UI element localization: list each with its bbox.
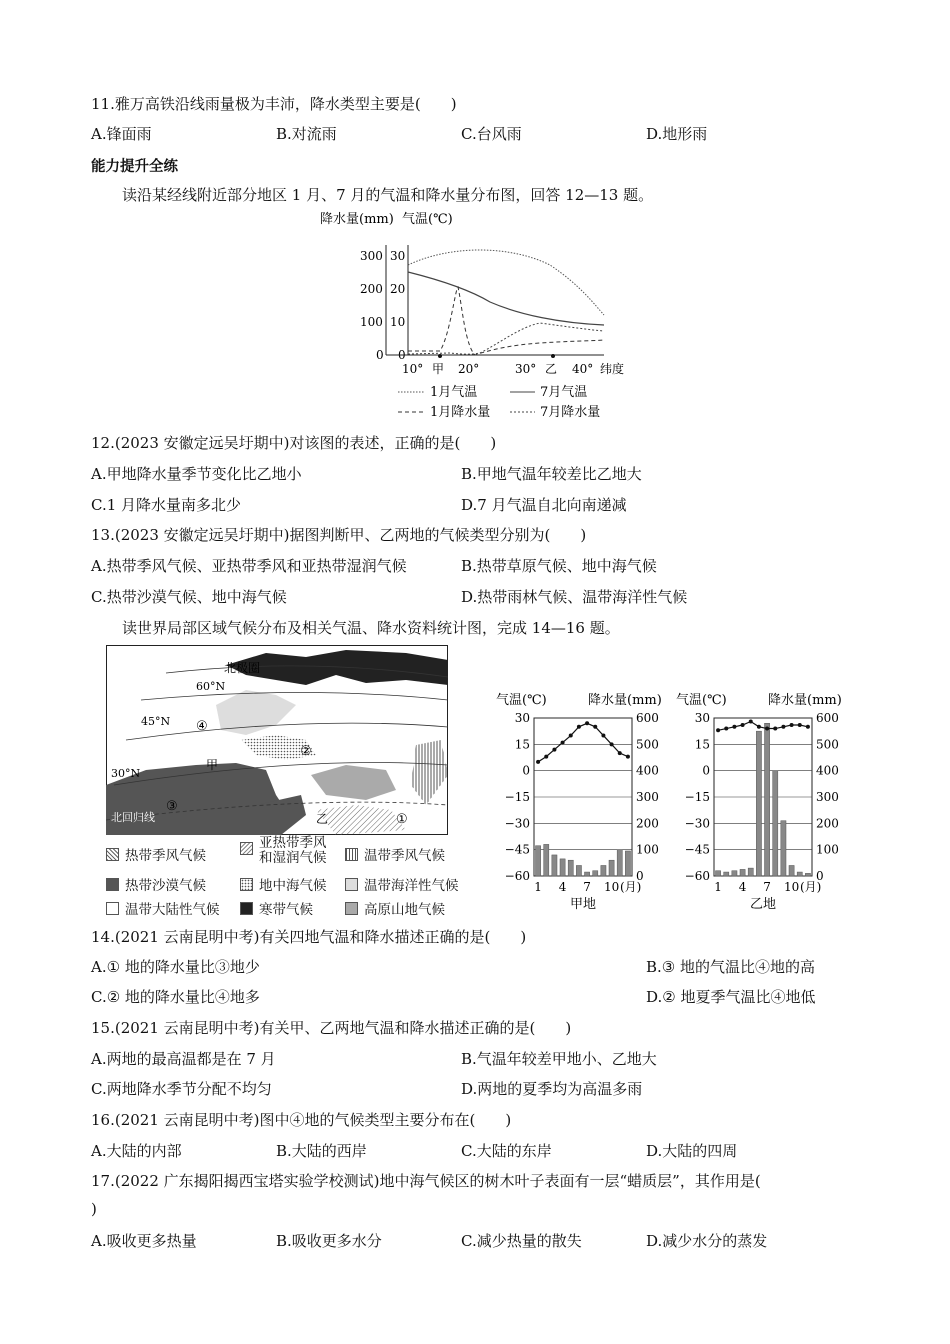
q17-option-b: B.吸收更多水分: [276, 1232, 382, 1250]
precip-bar: [797, 872, 802, 876]
q17-option-c: C.减少热量的散失: [461, 1232, 582, 1250]
ytick-left: −60: [504, 869, 530, 883]
legend-temperate-monsoon: 温带季风气候: [364, 848, 445, 864]
q11-option-c: C.台风雨: [461, 125, 522, 143]
precip-bar: [765, 723, 770, 876]
precip-bar: [748, 868, 753, 876]
precip-bar: [544, 844, 549, 876]
climate-map: [106, 645, 448, 835]
legend-tropical-desert: 热带沙漠气候: [125, 878, 206, 894]
chart1-ytick: 300: [360, 249, 383, 263]
q17-option-d: D.减少水分的蒸发: [646, 1232, 768, 1250]
map-legend-row1c: [345, 844, 445, 864]
ytick-right: 600: [816, 711, 839, 725]
map-label-tropic: 北回归线: [111, 811, 155, 824]
xtick: 10: [783, 880, 800, 894]
legend-mediterranean: 地中海气候: [259, 878, 327, 894]
xtick: 1: [714, 880, 722, 894]
precip-bar: [625, 851, 630, 876]
chart1-ytick: 10: [390, 315, 406, 329]
chart1-ytick: 100: [360, 315, 383, 329]
map-label-2: ②: [300, 744, 312, 759]
xtick: 4: [738, 880, 747, 894]
temperature-point: [569, 734, 573, 738]
chart1-legend: 1月降水量: [430, 405, 491, 420]
chart1-ytick: 30: [390, 249, 406, 263]
ytick-right: 600: [636, 711, 659, 725]
q17-stem: 17.(2022 广东揭阳揭西宝塔实验学校测试)地中海气候区的树木叶子表面有一层“蜡质层”，其作用是(: [91, 1172, 761, 1190]
temperature-point: [757, 725, 761, 729]
chart1-xaxis-label: 纬度: [600, 362, 625, 376]
ylabel-left: 气温(℃): [676, 693, 727, 708]
q11-stem: 11.雅万高铁沿线雨量极为丰沛，降水类型主要是( ): [91, 95, 457, 113]
temperature-point: [561, 741, 565, 745]
map-label-60n: 60°N: [196, 680, 226, 693]
chart1-xtick: 20°: [458, 362, 480, 376]
legend-temperate-continental: 温带大陆性气候: [125, 902, 220, 918]
climate-chart-yi: [672, 688, 852, 920]
precip-bar: [740, 869, 745, 876]
legend-tropical-monsoon: 热带季风气候: [125, 848, 206, 864]
chart1-xtick-jia: 甲: [432, 362, 445, 376]
map-legend-row3a: [106, 898, 220, 918]
q14-stem: 14.(2021 云南昆明中考)有关四地气温和降水描述正确的是( ): [91, 928, 527, 946]
precip-bar: [805, 873, 810, 876]
chart1-ytick: 0: [376, 348, 384, 362]
temperature-point: [577, 725, 581, 729]
ytick-left: 15: [694, 737, 710, 752]
map-label-45n: 45°N: [141, 715, 171, 728]
q14-option-c: C.② 地的降水量比④地多: [91, 988, 260, 1006]
temperature-point: [732, 725, 736, 729]
jul-temp-line: [408, 272, 604, 325]
chart1-legend: 7月降水量: [540, 405, 601, 420]
precip-bar: [732, 871, 737, 876]
xtick: 10: [603, 880, 620, 894]
q15-option-c: C.两地降水季节分配不均匀: [91, 1080, 272, 1098]
temperature-point: [593, 725, 597, 729]
ytick-left: −30: [684, 816, 710, 831]
ylabel-left: 气温(℃): [496, 693, 547, 708]
q13-stem: 13.(2023 安徽定远吴圩期中)据图判断甲、乙两地的气候类型分别为( ): [91, 526, 587, 544]
precip-bar: [568, 860, 573, 876]
precip-bar: [576, 865, 581, 876]
chart1-ytick: 0: [398, 348, 406, 362]
chart1-left-axis-label: 降水量(mm): [320, 212, 394, 227]
q15-stem: 15.(2021 云南昆明中考)有关甲、乙两地气温和降水描述正确的是( ): [91, 1019, 572, 1037]
legend-subtropical-1: 亚热带季风: [259, 835, 327, 851]
ytick-right: 500: [816, 737, 839, 752]
map-label-yi: 乙: [316, 812, 329, 826]
intro-14-16: 读世界局部区域气候分布及相关气温、降水资料统计图，完成 14—16 题。: [122, 619, 620, 637]
precip-bar: [756, 731, 761, 876]
climate-chart-jia: [492, 688, 672, 920]
chart1-xtick: 10°: [402, 362, 424, 376]
jul-precip-line: [408, 323, 604, 354]
chart-title: 甲地: [569, 897, 597, 912]
q12-option-a: A.甲地降水量季节变化比乙地小: [91, 465, 302, 483]
map-legend-row2b: [240, 874, 327, 894]
ytick-right: 100: [816, 842, 839, 857]
q13-option-d: D.热带雨林气候、温带海洋性气候: [461, 588, 688, 606]
temperature-point: [626, 755, 630, 759]
precip-bar: [536, 846, 541, 876]
q16-option-c: C.大陆的东岸: [461, 1142, 552, 1160]
precip-bar: [601, 865, 606, 876]
q13-option-c: C.热带沙漠气候、地中海气候: [91, 588, 287, 606]
ytick-right: 100: [636, 842, 659, 857]
xtick: 7: [583, 880, 591, 894]
q15-option-b: B.气温年较差甲地小、乙地大: [461, 1050, 657, 1068]
q14-option-a: A.① 地的降水量比③地少: [91, 958, 260, 976]
temperature-point: [716, 728, 720, 732]
intro-12-13: 读沿某经线附近部分地区 1 月、7 月的气温和降水量分布图，回答 12—13 题。: [122, 186, 654, 204]
xtick: 4: [558, 880, 567, 894]
map-label-4: ④: [196, 719, 208, 734]
chart1-xtick-yi: 乙: [545, 362, 558, 376]
precip-bar: [789, 865, 794, 876]
x-unit: (月): [800, 880, 822, 894]
temperature-point: [610, 742, 614, 746]
ytick-left: −15: [504, 790, 530, 804]
chart1-xtick: 40°: [572, 362, 594, 376]
q14-option-b: B.③ 地的气温比④地的高: [646, 958, 816, 976]
map-legend-row1: [106, 844, 206, 864]
map-legend-row2a: [106, 874, 206, 894]
temperature-point: [724, 727, 728, 731]
jan-precip-line: [408, 287, 604, 355]
q11-option-a: A.锋面雨: [91, 125, 152, 143]
temperature-point: [781, 725, 785, 729]
precip-bar: [560, 859, 565, 876]
ytick-left: −45: [684, 842, 710, 857]
chart-title: 乙地: [749, 897, 777, 912]
ytick-right: 200: [816, 816, 839, 831]
ytick-right: 300: [636, 790, 659, 804]
temperature-point: [749, 720, 753, 724]
precip-bar: [617, 850, 622, 876]
ylabel-right: 降水量(mm): [588, 693, 662, 708]
x-unit: (月): [620, 880, 642, 894]
temperature-point: [552, 748, 556, 752]
temperature-point: [806, 725, 810, 729]
ytick-right: 500: [636, 737, 659, 752]
q12-option-c: C.1 月降水量南多北少: [91, 496, 242, 514]
q17-option-a: A.吸收更多热量: [91, 1232, 197, 1250]
temperature-point: [601, 734, 605, 738]
map-legend-row3c: [345, 898, 445, 918]
jan-temp-line: [408, 250, 604, 315]
chart1-legend: 7月气温: [540, 385, 588, 400]
ytick-left: 0: [702, 763, 710, 778]
ytick-left: 30: [694, 711, 710, 725]
map-label-30n: 30°N: [111, 767, 141, 780]
ytick-right: 400: [816, 763, 839, 778]
q12-stem: 12.(2023 安徽定远吴圩期中)对该图的表述，正确的是( ): [91, 434, 497, 452]
ytick-right: 0: [816, 869, 824, 883]
temperature-point: [618, 751, 622, 755]
ytick-left: −45: [504, 842, 530, 857]
map-legend-subtropical: [240, 836, 327, 866]
q13-option-a: A.热带季风气候、亚热带季风和亚热带湿润气候: [91, 557, 407, 575]
xtick: 1: [534, 880, 542, 894]
ytick-left: −15: [684, 790, 710, 804]
map-label-jia: 甲: [206, 758, 219, 772]
q11-option-b: B.对流雨: [276, 125, 337, 143]
q12-option-b: B.甲地气温年较差比乙地大: [461, 465, 642, 483]
temperature-point: [741, 723, 745, 727]
map-label-1: ①: [396, 812, 408, 827]
ytick-left: −60: [684, 869, 710, 883]
q16-option-a: A.大陆的内部: [91, 1142, 182, 1160]
precip-bar: [716, 871, 721, 876]
temperature-point: [790, 723, 794, 727]
temperature-point: [798, 723, 802, 727]
legend-highland: 高原山地气候: [364, 902, 445, 918]
precip-bar: [585, 872, 590, 876]
temperature-point: [536, 760, 540, 764]
q15-option-d: D.两地的夏季均为高温多雨: [461, 1080, 643, 1098]
precip-bar: [609, 860, 614, 876]
temperature-point: [544, 755, 548, 759]
legend-temperate-marine: 温带海洋性气候: [364, 878, 459, 894]
map-label-arctic-circle: 北极圈: [224, 661, 261, 675]
q15-option-a: A.两地的最高温都是在 7 月: [91, 1050, 276, 1068]
temperature-point: [773, 727, 777, 731]
chart1-ytick: 200: [360, 282, 383, 296]
ylabel-right: 降水量(mm): [768, 693, 842, 708]
q16-stem: 16.(2021 云南昆明中考)图中④地的气候类型主要分布在( ): [91, 1111, 512, 1129]
precip-bar: [724, 872, 729, 876]
precip-bar: [781, 821, 786, 876]
ytick-right: 400: [636, 763, 659, 778]
q16-option-d: D.大陆的四周: [646, 1142, 738, 1160]
section-title: 能力提升全练: [91, 159, 178, 175]
chart1-ytick: 20: [390, 282, 406, 296]
q14-option-d: D.② 地夏季气温比④地低: [646, 988, 816, 1006]
precip-bar: [552, 855, 557, 876]
temperature-point: [585, 721, 589, 725]
q17-stem-cont: ): [91, 1200, 97, 1218]
chart1-xtick: 30°: [515, 362, 537, 376]
q13-option-b: B.热带草原气候、地中海气候: [461, 557, 657, 575]
latitude-temp-precip-chart: [310, 205, 650, 425]
chart1-legend: 1月气温: [430, 385, 478, 400]
ytick-left: 0: [522, 763, 530, 778]
precip-bar: [593, 871, 598, 876]
q11-option-d: D.地形雨: [646, 125, 708, 143]
ytick-right: 0: [636, 869, 644, 883]
legend-subtropical-2: 和湿润气候: [259, 850, 327, 866]
precip-bar: [773, 771, 778, 876]
ytick-right: 200: [636, 816, 659, 831]
q12-option-d: D.7 月气温自北向南递减: [461, 496, 627, 514]
ytick-left: 15: [514, 737, 530, 752]
temperature-point: [765, 727, 769, 731]
chart1-right-axis-label: 气温(℃): [402, 212, 453, 227]
ytick-right: 300: [816, 790, 839, 804]
legend-polar: 寒带气候: [259, 902, 313, 918]
q16-option-b: B.大陆的西岸: [276, 1142, 367, 1160]
ytick-left: 30: [514, 711, 530, 725]
ytick-left: −30: [504, 816, 530, 831]
map-label-3: ③: [166, 799, 178, 814]
xtick: 7: [763, 880, 771, 894]
map-legend-row2c: [345, 874, 459, 894]
map-legend-row3b: [240, 898, 313, 918]
